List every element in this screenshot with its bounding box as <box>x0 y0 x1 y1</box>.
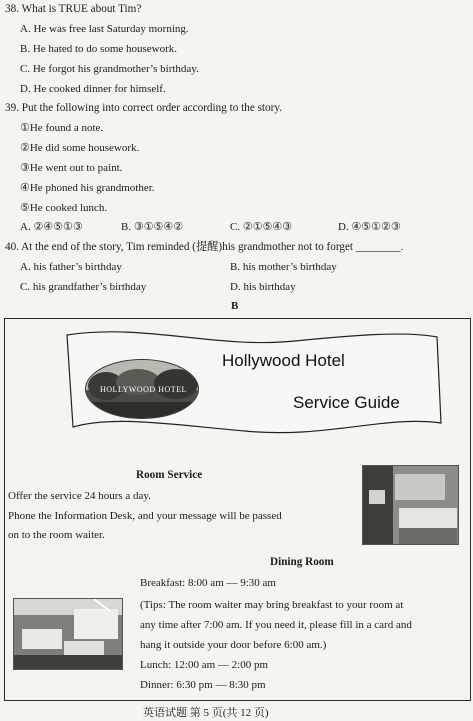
dining-line-5: Lunch: 12:00 am — 2:00 pm <box>140 659 269 671</box>
room-service-line-1: Offer the service 24 hours a day. <box>8 490 151 502</box>
dining-line-1: Breakfast: 8:00 am — 9:30 am <box>140 577 276 589</box>
dining-line-4: hang it outside your door before 6:00 am.) <box>140 639 327 651</box>
room-service-line-3: on to the room waiter. <box>8 529 105 541</box>
q39-option-a: A. ②④⑤①③ <box>20 221 83 233</box>
q40-option-d: D. his birthday <box>230 281 296 293</box>
bedroom-image <box>363 466 458 544</box>
q38-option-c: C. He forgot his grandmother’s birthday. <box>20 63 199 75</box>
q39-option-d: D. ④⑤①②③ <box>338 221 401 233</box>
room-service-line-2: Phone the Information Desk, and your message will be passed <box>8 510 282 522</box>
dining-line-6: Dinner: 6:30 pm — 8:30 pm <box>140 679 266 691</box>
q39-item-5: ⑤He cooked lunch. <box>20 202 108 214</box>
q40-stem-text: 40. At the end of the story, Tim reminded (提醒)his grandmother not to forget <box>5 241 354 253</box>
q40-blank: ________. <box>355 241 404 253</box>
dining-room-photo <box>13 598 123 670</box>
banner-frame <box>5 319 470 439</box>
q39-item-1: ①He found a note. <box>20 122 104 134</box>
q38-option-a: A. He was free last Saturday morning. <box>20 23 189 35</box>
q39-option-b: B. ③①⑤④② <box>121 221 184 233</box>
question-40-stem <box>5 240 403 254</box>
room-service-title: Room Service <box>136 469 203 481</box>
hotel-room-photo <box>362 465 459 545</box>
page-footer: 英语试题 第 5 页(共 12 页) <box>143 707 269 719</box>
logo-text: HOLLYWOOD HOTEL <box>100 385 187 394</box>
hotel-service-guide-box <box>4 318 471 701</box>
q40-option-c: C. his grandfather’s birthday <box>20 281 147 293</box>
question-38-stem: 38. What is TRUE about Tim? <box>5 3 142 15</box>
hotel-logo <box>85 359 199 419</box>
q39-option-c: C. ②①⑤④③ <box>230 221 293 233</box>
section-label: B <box>231 300 239 312</box>
restaurant-image <box>14 599 122 669</box>
q40-option-b: B. his mother’s birthday <box>230 261 337 273</box>
q38-option-b: B. He hated to do some housework. <box>20 43 178 55</box>
q39-item-3: ③He went out to paint. <box>20 162 123 174</box>
q38-option-d: D. He cooked dinner for himself. <box>20 83 166 95</box>
dining-line-3: any time after 7:00 am. If you need it, please fill in a card and <box>140 619 412 631</box>
q40-option-a: A. his father’s birthday <box>20 261 122 273</box>
q39-item-4: ④He phoned his grandmother. <box>20 182 155 194</box>
hotel-title: Hollywood Hotel <box>222 351 345 370</box>
dining-line-2: (Tips: The room waiter may bring breakfast to your room at <box>140 599 404 611</box>
hotel-subtitle: Service Guide <box>293 393 400 412</box>
question-39-stem: 39. Put the following into correct order according to the story. <box>5 102 283 114</box>
q39-item-2: ②He did some housework. <box>20 142 140 154</box>
dining-room-title: Dining Room <box>270 556 334 568</box>
